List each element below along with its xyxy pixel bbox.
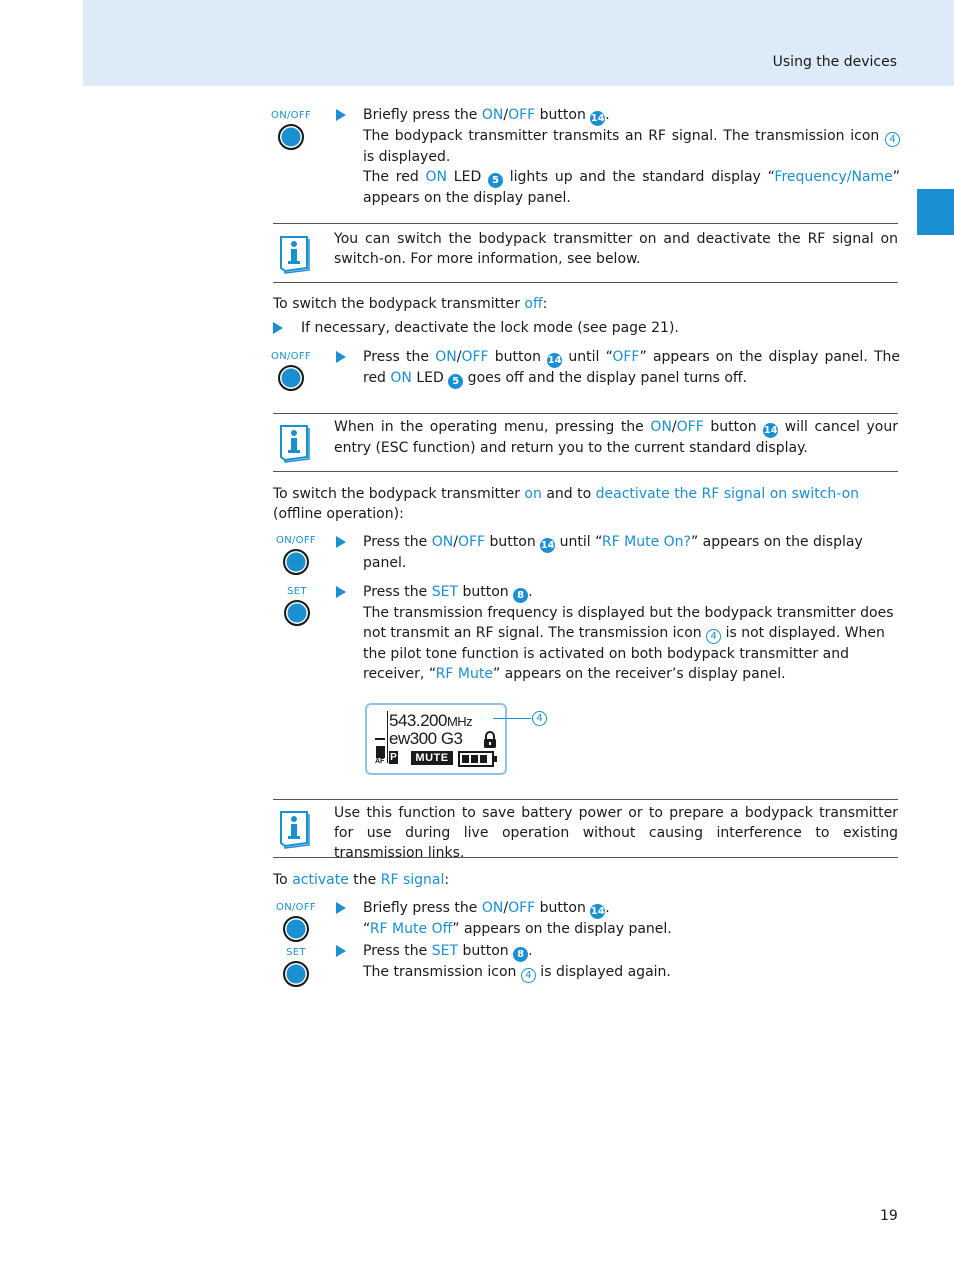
onoff-button-figure [269, 110, 313, 150]
step-result: The transmission icon 4 is displayed again. [363, 964, 671, 981]
round-button-icon [278, 124, 304, 150]
mute-indicator: MUTE [411, 751, 453, 765]
note-text: Use this function to save battery power or to prepare a bodypack transmitter for use during live operation without causing interference to existing transmission links. [334, 805, 898, 861]
battery-icon [458, 751, 494, 767]
onoff-label: ON/OFF [276, 535, 316, 546]
onoff-button-figure [274, 902, 318, 942]
round-button-icon [283, 916, 309, 942]
note-text: You can switch the bodypack transmitter on and deactivate the RF signal on switch-on. For more information, see below. [334, 231, 898, 267]
set-label: SET [286, 947, 306, 958]
af-bar-line [387, 711, 388, 763]
info-note [273, 799, 898, 861]
callout-line [493, 718, 531, 719]
onoff-button-figure [274, 535, 318, 575]
display-frequency: 543.200MHz [389, 711, 473, 730]
display-panel [365, 703, 507, 775]
step-press-set [336, 582, 900, 684]
lock-icon [482, 731, 498, 748]
onoff-button-figure [269, 351, 313, 391]
arrow-right-icon [336, 536, 346, 548]
bullet-lock-mode: If necessary, deactivate the lock mode (see page 21). [273, 318, 898, 338]
arrow-right-icon [336, 902, 346, 914]
pilot-indicator: P [390, 752, 397, 763]
paragraph-activate: To activate the RF signal: [273, 872, 450, 888]
step-text: Press the ON/OFF button 14 until “OFF” appears on the display panel. The red ON LED 5 goes off and the display panel turns off. [363, 349, 901, 387]
step-result: The bodypack transmitter transmits an RF signal. The transmission icon 4 is displayed. The red ON LED 5 lights up and the standard display “Frequency/Name” appears on the display panel. [363, 128, 901, 206]
round-button-icon [283, 549, 309, 575]
header-band [83, 0, 954, 86]
onoff-label: ON/OFF [276, 902, 316, 913]
af-label: AF [375, 758, 385, 765]
set-button-figure [274, 947, 318, 987]
paragraph-offline: To switch the bodypack transmitter on and to deactivate the RF signal on switch-on (offline operation): [273, 486, 860, 522]
round-button-icon [284, 600, 310, 626]
round-button-icon [283, 961, 309, 987]
arrow-right-icon [336, 586, 346, 598]
chapter-tab [917, 189, 954, 235]
info-note [273, 223, 898, 283]
set-label: SET [287, 586, 307, 597]
info-icon [278, 234, 312, 274]
paragraph-switch-off: To switch the bodypack transmitter off: [273, 296, 548, 312]
step-rf-mute-on [336, 532, 900, 573]
step-text: Briefly press the ON/OFF button 14. [363, 900, 610, 917]
af-dash [375, 738, 385, 740]
step-switch-on [336, 105, 900, 208]
step-result: “RF Mute Off” appears on the display panel. [363, 921, 672, 937]
step-press-set-again [336, 941, 900, 983]
info-note [273, 413, 898, 472]
arrow-right-icon [336, 351, 346, 363]
display-name: ew300 G3 [389, 729, 463, 748]
step-text: Briefly press the ON/OFF button 14. [363, 107, 610, 124]
page-header-title: Using the devices [772, 54, 897, 70]
info-icon [278, 423, 312, 463]
step-text: Press the SET button 8 . [363, 584, 533, 601]
onoff-label: ON/OFF [271, 351, 311, 362]
step-text: Press the SET button 8 . [363, 943, 533, 960]
arrow-right-icon [273, 322, 283, 334]
round-button-icon [278, 365, 304, 391]
arrow-right-icon [336, 109, 346, 121]
arrow-right-icon [336, 945, 346, 957]
onoff-label: ON/OFF [271, 110, 311, 121]
step-briefly-press [336, 898, 900, 939]
step-result: The transmission frequency is displayed but the bodypack transmitter does not transmit an RF signal. The transmission icon 4 is not displayed. When the pilot tone function is activated on both bodypack transmitter and receiver, “RF Mute” appears on the receiver’s display panel. [363, 605, 894, 682]
step-switch-off [336, 347, 900, 389]
step-text: Press the ON/OFF button 14 until “RF Mute On?” appears on the display panel. [363, 534, 863, 571]
set-button-figure [275, 586, 319, 626]
callout-number: 4 [532, 711, 547, 726]
note-text: When in the operating menu, pressing the ON/OFF button 14 will cancel your entry (ESC function) and return you to the current standard display. [334, 419, 898, 456]
af-level-block [376, 746, 385, 758]
page-number: 19 [880, 1208, 898, 1224]
info-icon [278, 809, 312, 849]
